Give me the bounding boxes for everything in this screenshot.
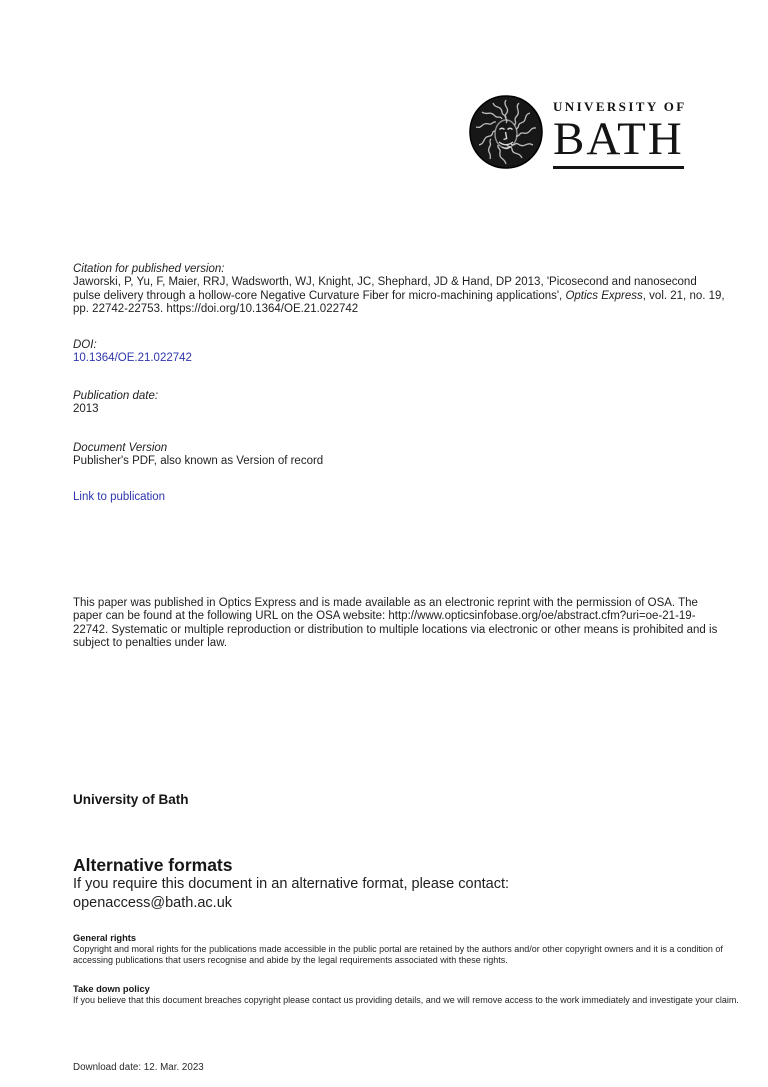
alternative-formats-heading: Alternative formats (73, 855, 233, 875)
download-date: Download date: 12. Mar. 2023 (73, 1062, 204, 1073)
citation-text (73, 276, 725, 316)
take-down-policy-section (73, 984, 745, 1006)
doi-label: DOI: (73, 339, 97, 351)
alternative-formats-section (73, 855, 673, 912)
alternative-formats-body: If you require this document in an alternative format, please contact: (73, 876, 510, 892)
document-version-value: Publisher's PDF, also known as Version of record (73, 455, 324, 468)
general-rights-body: Copyright and moral rights for the publications made accessible in the public portal are retained by the authors and/or other copyright owners and it is a condition of accessing publications that users recognise and abide by the legal requirements associated with these rights. (73, 944, 723, 965)
publication-date-section (73, 390, 473, 417)
reprint-notice (73, 597, 727, 651)
citation-authors: Jaworski, P, Yu, F, Maier, RRJ, Wadsworth, WJ, Knight, JC, Shephard, JD & Hand, DP 2013, 'Picosecond and nanosecond pulse delivery through a hollow-core Negative Curvature Fiber for micro-machining applications', (73, 276, 697, 302)
general-rights-heading: General rights (73, 933, 137, 943)
journal-name: Optics Express (565, 289, 643, 302)
doi-section (73, 339, 473, 366)
general-rights-section (73, 933, 745, 965)
link-to-publication[interactable]: Link to publication (73, 491, 166, 503)
publication-date-value: 2013 (73, 403, 99, 416)
university-logo (468, 93, 687, 171)
logo-bath-text: BATH (553, 116, 684, 169)
doi-link[interactable]: 10.1364/OE.21.022742 (73, 352, 192, 365)
citation-label: Citation for published version: (73, 263, 225, 275)
take-down-policy-heading: Take down policy (73, 984, 150, 994)
logo-wordmark (553, 93, 687, 169)
bath-crest-icon (468, 93, 544, 171)
open-access-email: openaccess@bath.ac.uk (73, 894, 233, 911)
link-to-publication-section (73, 491, 373, 504)
logo-university-of-text: UNIVERSITY OF (553, 99, 687, 114)
document-version-section (73, 442, 553, 469)
citation-volume-doi: , vol. 21, no. 19, pp. 22742-22753. https://doi.org/10.1364/OE.21.022742 (73, 289, 725, 316)
reprint-notice-text: This paper was published in Optics Express and is made available as an electronic reprint with the permission of OSA. The paper can be found at the following URL on the OSA website: http://www.opticsinfobase.org/oe/abstract.cfm?uri=oe-21-19-22742. Systematic or multiple reproduction or distribution to multiple locations via electronic or other means is prohibited and is subject to penalties under law. (73, 597, 718, 650)
take-down-policy-body: If you believe that this document breaches copyright please contact us providing details, and we will remove access to the work immediately and investigate your claim. (73, 995, 739, 1006)
document-version-label: Document Version (73, 442, 168, 454)
publication-date-label: Publication date: (73, 390, 159, 402)
citation-section (73, 263, 725, 317)
university-heading: University of Bath (73, 792, 189, 807)
